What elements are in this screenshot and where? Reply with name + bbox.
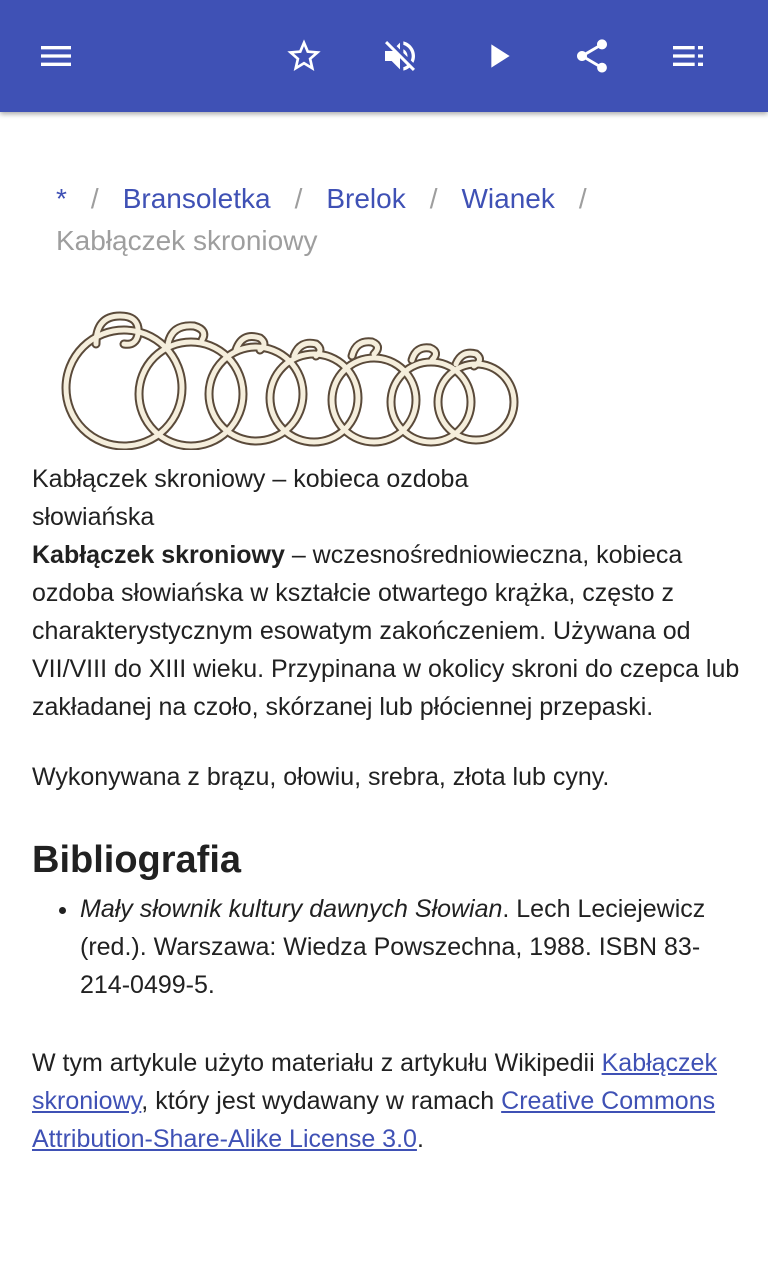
temple-ring-illustration	[56, 308, 520, 450]
license-text-1: W tym artykule użyto materiału z artykułu Wikipedii	[32, 1049, 602, 1077]
breadcrumb-separator: /	[294, 183, 303, 214]
bibliography-details: . Lech Leciejewicz (red.). Warszawa: Wiedza Powszechna, 1988. ISBN 83-214-0499-5.	[80, 895, 706, 999]
breadcrumb-separator: /	[578, 183, 587, 214]
breadcrumb-link-bransoletka[interactable]: Bransoletka	[122, 183, 271, 214]
breadcrumb-current: Kabłączek skroniowy	[56, 225, 318, 256]
breadcrumb-link-star[interactable]: *	[56, 183, 67, 214]
wikipedia-article-link[interactable]: Kabłączek skroniowy	[32, 1049, 717, 1115]
breadcrumb-separator: /	[90, 183, 99, 214]
app-bar	[0, 0, 768, 112]
lead-text: – wczesnośredniowieczna, kobieca ozdoba słowiańska w kształcie otwartego krążka, często z charakterystycznym esowatym zakończeniem. Używana od VII/VIII do XIII wieku. Przypinana w okolicy skroni do czepca lub zakładanej na czoło, skórzanej lub płóciennej przepaski.	[32, 541, 740, 721]
bibliography-item	[80, 890, 742, 1004]
breadcrumb-link-wianek[interactable]: Wianek	[461, 183, 555, 214]
cc-license-link[interactable]: Creative Commons Attribution-Share-Alike License 3.0	[32, 1087, 716, 1153]
materials-paragraph: Wykonywana z brązu, ołowiu, srebra, złota lub cyny.	[32, 763, 610, 791]
breadcrumb	[56, 178, 736, 262]
article-content	[32, 460, 742, 1158]
bibliography-list	[32, 890, 742, 1004]
breadcrumb-link-brelok[interactable]: Brelok	[326, 183, 406, 214]
section-heading-bibliography: Bibliografia	[32, 839, 242, 881]
play-icon[interactable]	[470, 28, 526, 84]
bibliography-title: Mały słownik kultury dawnych Słowian	[80, 895, 503, 923]
lead-paragraph	[32, 536, 742, 726]
share-icon[interactable]	[564, 28, 620, 84]
license-text-2: , który jest wydawany w ramach	[141, 1087, 502, 1115]
lead-bold-term: Kabłączek skroniowy	[32, 541, 285, 569]
list-icon[interactable]	[660, 28, 716, 84]
license-text-3: .	[416, 1125, 424, 1153]
breadcrumb-separator: /	[429, 183, 438, 214]
menu-icon[interactable]	[28, 28, 84, 84]
volume-off-icon[interactable]	[372, 28, 428, 84]
license-notice	[32, 1044, 742, 1158]
star-outline-icon[interactable]	[276, 28, 332, 84]
image-caption: Kabłączek skroniowy – kobieca ozdoba słowiańska	[32, 465, 469, 531]
